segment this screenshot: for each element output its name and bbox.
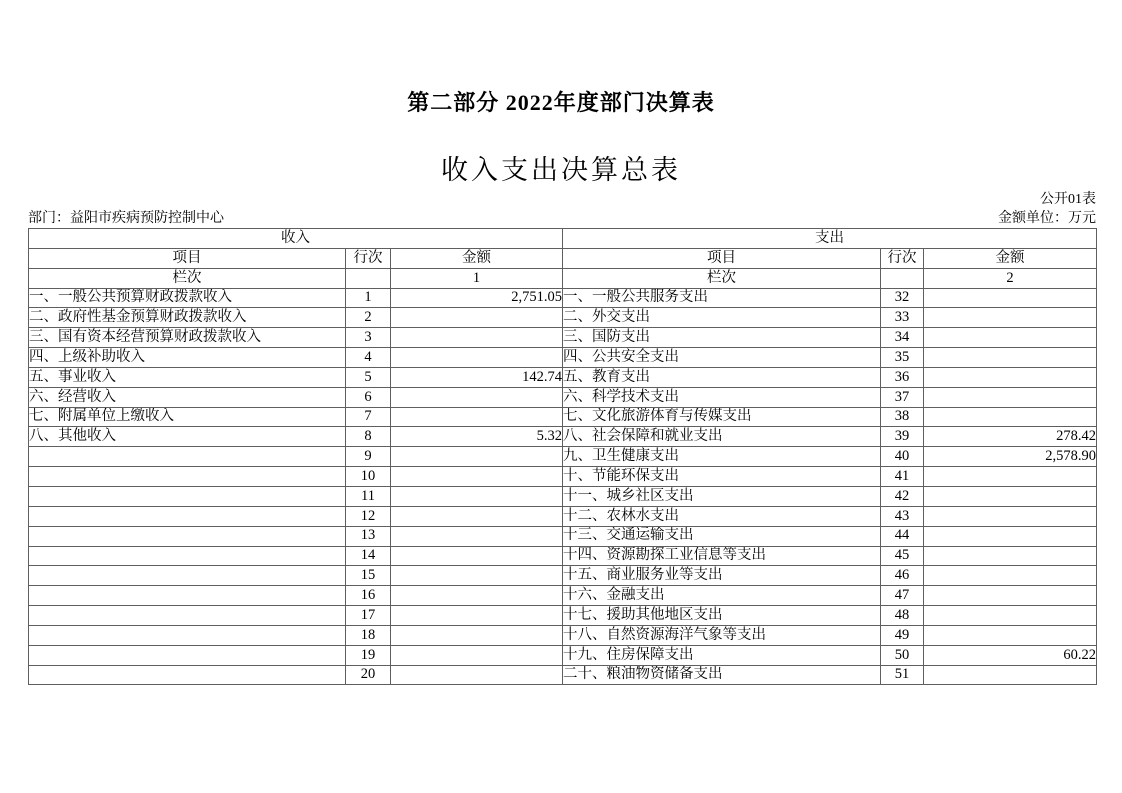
expenditure-column-index-label: 栏次	[563, 268, 881, 288]
income-item-cell: 七、附属单位上缴收入	[29, 407, 346, 427]
expenditure-lineno-cell: 48	[881, 606, 924, 626]
income-amount-cell	[391, 586, 563, 606]
expenditure-item-cell: 十、节能环保支出	[563, 467, 881, 487]
income-expenditure-table	[28, 228, 1097, 685]
income-lineno-cell: 2	[346, 308, 391, 328]
expenditure-amount-cell: 60.22	[924, 645, 1097, 665]
income-item-cell	[29, 566, 346, 586]
income-amount-cell: 142.74	[391, 367, 563, 387]
table-row	[29, 526, 1097, 546]
expenditure-column-index: 2	[924, 268, 1097, 288]
income-amount-cell	[391, 387, 563, 407]
expenditure-lineno-cell: 37	[881, 387, 924, 407]
expenditure-item-cell: 二、外交支出	[563, 308, 881, 328]
expenditure-lineno-cell: 50	[881, 645, 924, 665]
expenditure-amount-cell	[924, 328, 1097, 348]
income-amount-cell	[391, 328, 563, 348]
expenditure-amount-cell	[924, 308, 1097, 328]
column-index-row	[29, 268, 1097, 288]
expenditure-amount-cell	[924, 625, 1097, 645]
expenditure-item-cell: 七、文化旅游体育与传媒支出	[563, 407, 881, 427]
table-row	[29, 288, 1097, 308]
table-title: 收入支出决算总表	[441, 155, 681, 185]
income-item-cell	[29, 526, 346, 546]
table-row	[29, 427, 1097, 447]
income-lineno-cell: 6	[346, 387, 391, 407]
income-item-cell	[29, 546, 346, 566]
department-label: 部门：益阳市疾病预防控制中心	[28, 211, 224, 226]
income-amount-cell: 5.32	[391, 427, 563, 447]
table-row	[29, 387, 1097, 407]
income-amount-cell	[391, 546, 563, 566]
table-header-body	[29, 229, 1097, 289]
expenditure-item-cell: 四、公共安全支出	[563, 348, 881, 368]
expenditure-lineno-cell: 35	[881, 348, 924, 368]
income-lineno-cell: 3	[346, 328, 391, 348]
income-lineno-cell: 19	[346, 645, 391, 665]
table-row	[29, 447, 1097, 467]
income-lineno-cell: 18	[346, 625, 391, 645]
income-amount-cell	[391, 606, 563, 626]
income-item-cell: 四、上级补助收入	[29, 348, 346, 368]
expenditure-amount-cell	[924, 606, 1097, 626]
expenditure-item-cell: 九、卫生健康支出	[563, 447, 881, 467]
expenditure-lineno-cell: 47	[881, 586, 924, 606]
expenditure-item-cell: 十五、商业服务业等支出	[563, 566, 881, 586]
income-lineno-header: 行次	[346, 248, 391, 268]
expenditure-item-cell: 一、一般公共服务支出	[563, 288, 881, 308]
table-row	[29, 328, 1097, 348]
income-item-cell	[29, 665, 346, 685]
income-amount-cell	[391, 506, 563, 526]
table-row	[29, 606, 1097, 626]
income-lineno-cell: 1	[346, 288, 391, 308]
income-column-index-label: 栏次	[29, 268, 346, 288]
expenditure-lineno-cell: 49	[881, 625, 924, 645]
expenditure-lineno-cell: 39	[881, 427, 924, 447]
expenditure-amount-cell	[924, 526, 1097, 546]
expenditure-item-cell: 十九、住房保障支出	[563, 645, 881, 665]
expenditure-section-header: 支出	[563, 229, 1097, 249]
table-row	[29, 546, 1097, 566]
expenditure-amount-header: 金额	[924, 248, 1097, 268]
income-item-cell: 一、一般公共预算财政拨款收入	[29, 288, 346, 308]
section-header-row	[29, 229, 1097, 249]
expenditure-item-cell: 十八、自然资源海洋气象等支出	[563, 625, 881, 645]
income-item-cell: 五、事业收入	[29, 367, 346, 387]
expenditure-amount-cell	[924, 387, 1097, 407]
income-item-cell	[29, 486, 346, 506]
expenditure-lineno-cell: 38	[881, 407, 924, 427]
expenditure-amount-cell	[924, 467, 1097, 487]
income-item-cell: 二、政府性基金预算财政拨款收入	[29, 308, 346, 328]
income-amount-cell	[391, 625, 563, 645]
table-row	[29, 566, 1097, 586]
expenditure-lineno-cell: 41	[881, 467, 924, 487]
income-lineno-cell: 15	[346, 566, 391, 586]
income-lineno-cell: 12	[346, 506, 391, 526]
part-title: 第二部分 2022年度部门决算表	[407, 90, 715, 115]
expenditure-lineno-blank	[881, 268, 924, 288]
income-lineno-cell: 14	[346, 546, 391, 566]
expenditure-item-cell: 十二、农林水支出	[563, 506, 881, 526]
income-lineno-cell: 7	[346, 407, 391, 427]
income-lineno-cell: 13	[346, 526, 391, 546]
table-row	[29, 486, 1097, 506]
table-row	[29, 645, 1097, 665]
expenditure-item-cell: 五、教育支出	[563, 367, 881, 387]
column-header-row	[29, 248, 1097, 268]
expenditure-amount-cell	[924, 546, 1097, 566]
expenditure-lineno-cell: 32	[881, 288, 924, 308]
income-item-cell	[29, 625, 346, 645]
table-code: 公开01表	[1040, 192, 1096, 207]
expenditure-lineno-cell: 33	[881, 308, 924, 328]
expenditure-amount-cell: 278.42	[924, 427, 1097, 447]
income-amount-cell: 2,751.05	[391, 288, 563, 308]
expenditure-item-cell: 十一、城乡社区支出	[563, 486, 881, 506]
expenditure-lineno-cell: 34	[881, 328, 924, 348]
income-amount-cell	[391, 348, 563, 368]
income-amount-header: 金额	[391, 248, 563, 268]
expenditure-lineno-cell: 40	[881, 447, 924, 467]
expenditure-lineno-cell: 42	[881, 486, 924, 506]
table-row	[29, 348, 1097, 368]
income-amount-cell	[391, 526, 563, 546]
income-amount-cell	[391, 645, 563, 665]
expenditure-lineno-cell: 43	[881, 506, 924, 526]
expenditure-lineno-cell: 45	[881, 546, 924, 566]
income-item-cell	[29, 586, 346, 606]
expenditure-amount-cell	[924, 407, 1097, 427]
expenditure-item-cell: 十六、金融支出	[563, 586, 881, 606]
expenditure-amount-cell	[924, 506, 1097, 526]
income-lineno-cell: 20	[346, 665, 391, 685]
income-column-index: 1	[391, 268, 563, 288]
expenditure-item-cell: 三、国防支出	[563, 328, 881, 348]
income-amount-cell	[391, 566, 563, 586]
unit-label: 金额单位：万元	[998, 211, 1096, 226]
table-row	[29, 467, 1097, 487]
income-amount-cell	[391, 308, 563, 328]
table-row	[29, 407, 1097, 427]
table-row	[29, 308, 1097, 328]
table-data-body	[29, 288, 1097, 685]
table-row	[29, 506, 1097, 526]
expenditure-lineno-cell: 46	[881, 566, 924, 586]
expenditure-item-cell: 十四、资源勘探工业信息等支出	[563, 546, 881, 566]
income-lineno-cell: 5	[346, 367, 391, 387]
income-item-cell	[29, 447, 346, 467]
income-item-cell: 六、经营收入	[29, 387, 346, 407]
meta-row	[28, 207, 1096, 227]
expenditure-amount-cell	[924, 486, 1097, 506]
expenditure-item-cell: 十三、交通运输支出	[563, 526, 881, 546]
table-row	[29, 367, 1097, 387]
expenditure-item-cell: 八、社会保障和就业支出	[563, 427, 881, 447]
income-item-header: 项目	[29, 248, 346, 268]
expenditure-item-cell: 二十、粮油物资储备支出	[563, 665, 881, 685]
expenditure-amount-cell	[924, 367, 1097, 387]
income-lineno-cell: 11	[346, 486, 391, 506]
expenditure-lineno-header: 行次	[881, 248, 924, 268]
expenditure-amount-cell	[924, 586, 1097, 606]
income-amount-cell	[391, 407, 563, 427]
income-item-cell: 八、其他收入	[29, 427, 346, 447]
table-row	[29, 586, 1097, 606]
income-item-cell	[29, 506, 346, 526]
expenditure-amount-cell: 2,578.90	[924, 447, 1097, 467]
expenditure-amount-cell	[924, 348, 1097, 368]
income-lineno-blank	[346, 268, 391, 288]
income-amount-cell	[391, 467, 563, 487]
expenditure-amount-cell	[924, 665, 1097, 685]
expenditure-lineno-cell: 51	[881, 665, 924, 685]
income-amount-cell	[391, 665, 563, 685]
expenditure-amount-cell	[924, 566, 1097, 586]
table-row	[29, 665, 1097, 685]
expenditure-item-header: 项目	[563, 248, 881, 268]
income-lineno-cell: 10	[346, 467, 391, 487]
income-lineno-cell: 8	[346, 427, 391, 447]
expenditure-item-cell: 十七、援助其他地区支出	[563, 606, 881, 626]
expenditure-lineno-cell: 36	[881, 367, 924, 387]
table-row	[29, 625, 1097, 645]
income-lineno-cell: 9	[346, 447, 391, 467]
expenditure-amount-cell	[924, 288, 1097, 308]
income-item-cell	[29, 467, 346, 487]
income-amount-cell	[391, 486, 563, 506]
income-lineno-cell: 4	[346, 348, 391, 368]
income-item-cell	[29, 645, 346, 665]
income-item-cell	[29, 606, 346, 626]
income-lineno-cell: 17	[346, 606, 391, 626]
income-lineno-cell: 16	[346, 586, 391, 606]
income-item-cell: 三、国有资本经营预算财政拨款收入	[29, 328, 346, 348]
income-section-header: 收入	[29, 229, 563, 249]
expenditure-lineno-cell: 44	[881, 526, 924, 546]
income-amount-cell	[391, 447, 563, 467]
expenditure-item-cell: 六、科学技术支出	[563, 387, 881, 407]
